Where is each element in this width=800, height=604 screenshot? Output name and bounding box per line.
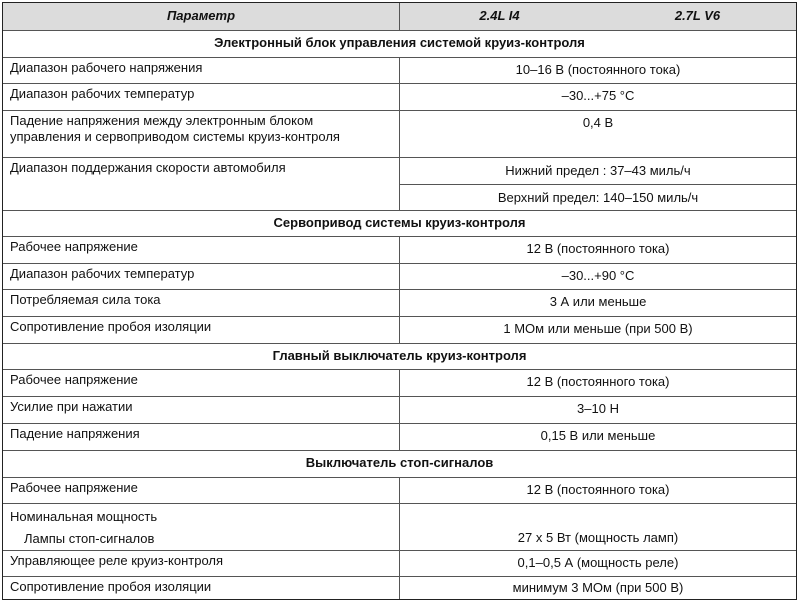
param-value: Нижний предел : 37–43 миль/ч [505, 163, 691, 178]
header-col-24l: 2.4L I4 [479, 8, 520, 23]
param-value-group [400, 158, 796, 210]
param-value: Верхний предел: 140–150 миль/ч [497, 190, 699, 205]
param-label: Сопротивление пробоя изоляции [3, 317, 400, 343]
param-value: –30...+90 °C [561, 268, 635, 283]
param-label: Усилие при нажатии [3, 397, 400, 423]
header-col-27l: 2.7L V6 [674, 8, 721, 23]
table-row [3, 576, 796, 599]
param-value: 3 А или меньше [549, 294, 647, 309]
param-label [3, 111, 400, 157]
param-value: 12 В (постоянного тока) [526, 374, 670, 389]
table-row [3, 157, 796, 210]
param-value: 10–16 В (постоянного тока) [515, 62, 681, 77]
section-title [3, 210, 796, 236]
table-row [3, 396, 796, 423]
param-label-line: Падение напряжения между электронным блоком [10, 113, 314, 128]
param-label: Диапазон поддержания скорости автомобиля [3, 158, 400, 210]
table-row [3, 503, 796, 550]
param-label: Диапазон рабочих температур [3, 84, 400, 110]
section-title-ecu: Электронный блок управления системой круиз-контроля [214, 35, 585, 50]
param-value: 0,15 В или меньше [540, 428, 656, 443]
param-label [3, 504, 400, 550]
table-row [3, 477, 796, 503]
param-value: 12 В (постоянного тока) [526, 241, 670, 256]
param-label-line: Номинальная мощность [10, 509, 158, 524]
param-value: 27 х 5 Вт (мощность ламп) [517, 530, 679, 545]
section-title-servo: Сервопривод системы круиз-контроля [273, 215, 526, 230]
table-row [3, 263, 796, 289]
param-label: Рабочее напряжение [3, 237, 400, 263]
spec-table [2, 2, 797, 600]
section-title [3, 450, 796, 477]
param-value: –30...+75 °C [561, 88, 635, 103]
param-value: 1 МОм или меньше (при 500 В) [503, 321, 693, 336]
param-value: 3–10 Н [577, 401, 619, 416]
param-label-line: управления и сервоприводом системы круиз-контроля [10, 129, 340, 144]
section-title [3, 343, 796, 369]
table-row [3, 110, 796, 157]
section-title-main-switch: Главный выключатель круиз-контроля [272, 348, 527, 363]
param-label: Сопротивление пробоя изоляции [3, 577, 400, 599]
table-header [3, 3, 796, 30]
table-row [3, 289, 796, 316]
param-label: Диапазон рабочего напряжения [3, 58, 400, 83]
table-row [3, 316, 796, 343]
param-label: Управляющее реле круиз-контроля [3, 551, 400, 576]
param-value: минимум 3 МОм (при 500 В) [512, 580, 684, 595]
param-value: 12 В (постоянного тока) [526, 482, 670, 497]
param-value: 0,4 В [582, 115, 614, 130]
param-label: Рабочее напряжение [3, 370, 400, 396]
param-label: Падение напряжения [3, 424, 400, 450]
header-param: Параметр [3, 3, 400, 30]
table-row [3, 423, 796, 450]
param-value: 0,1–0,5 А (мощность реле) [517, 555, 679, 570]
table-row [3, 550, 796, 576]
table-row [3, 57, 796, 83]
param-label: Диапазон рабочих температур [3, 264, 400, 289]
section-title [3, 30, 796, 57]
param-label-line: Лампы стоп-сигналов [24, 531, 155, 546]
section-title-stop-switch: Выключатель стоп-сигналов [305, 455, 494, 470]
table-row [3, 369, 796, 396]
table-row [3, 83, 796, 110]
param-label: Потребляемая сила тока [3, 290, 400, 316]
table-row [3, 236, 796, 263]
param-label: Рабочее напряжение [3, 478, 400, 503]
